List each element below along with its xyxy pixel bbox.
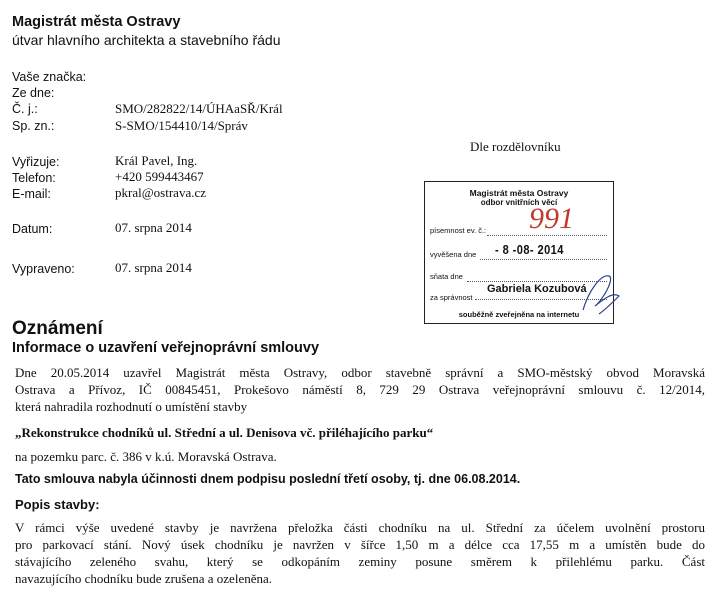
- project-title: „Rekonstrukce chodníků ul. Střední a ul. Denisova vč. přiléhajícího parku“: [15, 425, 434, 440]
- vypraveno-label: Vypraveno:: [12, 262, 75, 276]
- stamp-line: [480, 259, 607, 260]
- paragraph-line: navazujícího chodníku bude zrušena a ozeleněna.: [15, 571, 272, 586]
- registry-stamp: [424, 181, 614, 324]
- stamp-org: Magistrát města Ostravy: [469, 188, 569, 198]
- vypraveno-value: 07. srpna 2014: [115, 260, 192, 275]
- popis-heading: Popis stavby:: [15, 497, 100, 512]
- cj-label: Č. j.:: [12, 102, 38, 116]
- ze-dne-label: Ze dne:: [12, 86, 55, 100]
- cj-value: SMO/282822/14/ÚHAaSŘ/Král: [115, 101, 283, 116]
- datum-label: Datum:: [12, 222, 53, 236]
- telefon-label: Telefon:: [12, 171, 56, 185]
- paragraph-line: která nahradila rozhodnutí o umístění stavby: [15, 399, 248, 414]
- stamp-department: odbor vnitřních věcí: [480, 198, 558, 207]
- parcel-line: na pozemku parc. č. 386 v k.ú. Moravská Ostrava.: [15, 449, 277, 464]
- stamp-sejmuto-label: sňata dne: [430, 272, 463, 281]
- document-subheading: Informace o uzavření veřejnoprávní smlouvy: [12, 340, 320, 356]
- effective-date-notice: Tato smlouva nabyla účinnosti dnem podpisu poslední třetí osoby, tj. dne 06.08.2014.: [15, 472, 521, 486]
- paragraph-line: stávajícího zeleného svahu, který se odkopáním zeminy posune směrem k přilehlému parku. Část: [15, 554, 705, 569]
- paragraph-line: pro parkovací stání. Nový úsek chodníku je navržen v šířce 1,50 m a délce cca 17,55 m a umístěn bude do: [15, 537, 705, 552]
- paragraph-line: Ostrava a Přívoz, IČ 00845451, Prokešovo náměstí 8, 729 29 Ostrava veřejnoprávní smlouvu č. 12/2014,: [15, 382, 705, 397]
- spzn-value: S-SMO/154410/14/Správ: [115, 118, 248, 133]
- stamp-vyveseno-date: - 8 -08- 2014: [495, 242, 564, 257]
- org-name: Magistrát města Ostravy: [12, 14, 181, 30]
- email-value[interactable]: pkral@ostrava.cz: [115, 185, 207, 200]
- email-label: E-mail:: [12, 187, 51, 201]
- org-department: útvar hlavního architekta a stavebního řádu: [12, 32, 281, 48]
- document-heading: Oznámení: [12, 318, 103, 339]
- vyrizuje-value: Král Pavel, Ing.: [115, 153, 198, 168]
- vyrizuje-label: Vyřizuje:: [12, 155, 60, 169]
- datum-value: 07. srpna 2014: [115, 220, 192, 235]
- stamp-vyveseno-label: vyvěšena dne: [430, 250, 477, 259]
- paragraph-line: V rámci výše uvedené stavby je navržena přeložka části chodníku na ul. Střední za účelem uvolnění prostoru: [15, 520, 705, 535]
- paragraph-line: Dne 20.05.2014 uzavřel Magistrát města Ostravy, odbor stavebně správní a SMO-městský obvod Moravská: [15, 365, 705, 380]
- handwritten-signature: [575, 270, 625, 320]
- stamp-pisemnost-number: 991: [529, 202, 574, 235]
- stamp-pisemnost-label: písemnost ev. č.:: [430, 226, 487, 235]
- telefon-value: +420 599443467: [115, 169, 204, 184]
- stamp-spravnost-label: za správnost: [430, 293, 473, 302]
- vase-znacka-label: Vaše značka:: [12, 70, 87, 84]
- stamp-footer: souběžně zveřejněna na internetu: [458, 310, 580, 319]
- stamp-signer-name: Gabriela Kozubová: [487, 283, 587, 295]
- recipient: Dle rozdělovníku: [470, 139, 561, 154]
- spzn-label: Sp. zn.:: [12, 119, 55, 133]
